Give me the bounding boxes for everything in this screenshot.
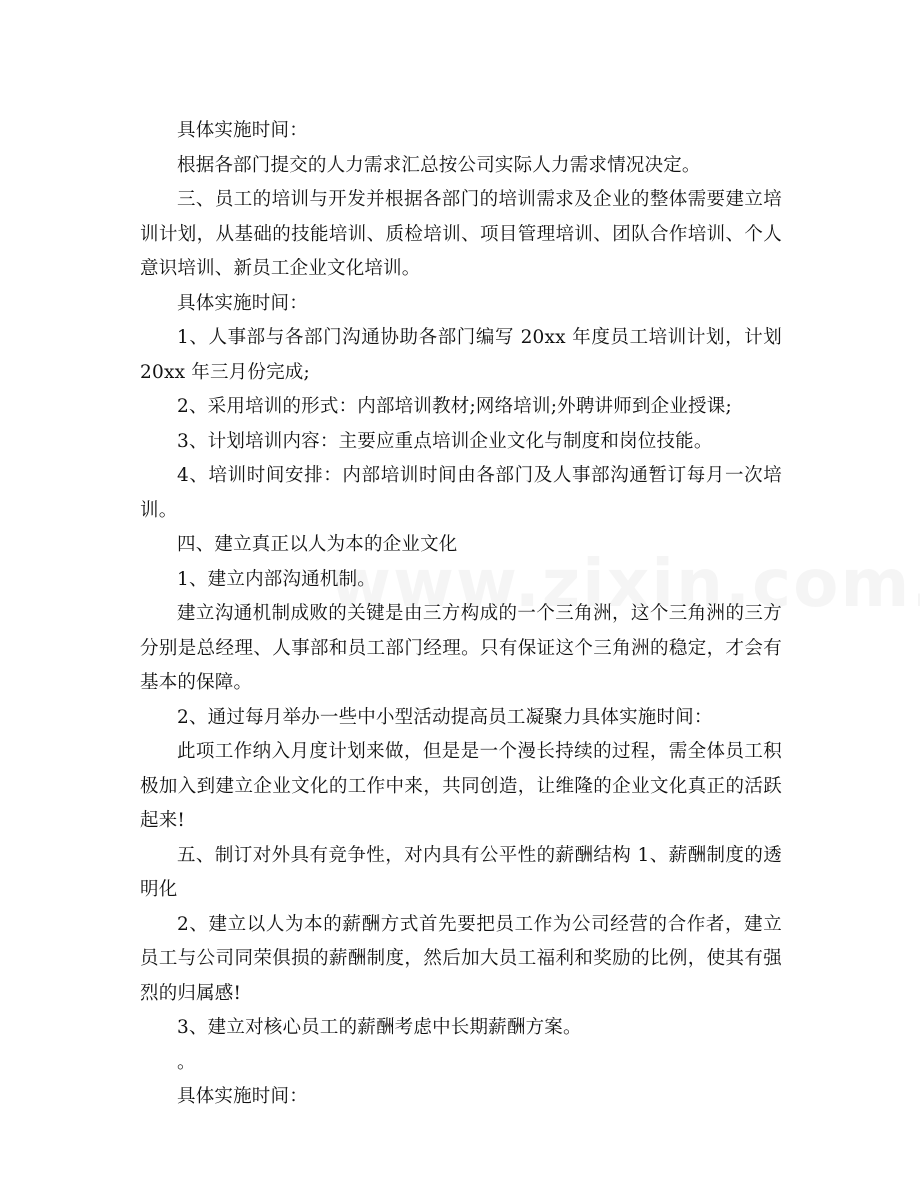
paragraph: 具体实施时间： (177, 120, 308, 141)
paragraph: 1、人事部与各部门沟通协助各部门编写 20xx 年度员工培训计划，计划 20xx 年三月份完成; (140, 327, 782, 383)
paragraph: 4、培训时间安排：内部培训时间由各部门及人事部沟通暂订每月一次培训。 (140, 465, 782, 521)
paragraph: 此项工作纳入月度计划来做，但是是一个漫长持续的过程，需全体员工积极加入到建立企业文化的工作中来，共同创造，让维隆的企业文化真正的活跃起来! (140, 741, 782, 831)
paragraph: 具体实施时间： (177, 1086, 308, 1107)
paragraph: 根据各部门提交的人力需求汇总按公司实际人力需求情况决定。 (177, 154, 701, 176)
paragraph: 1、建立内部沟通机制。 (177, 568, 376, 590)
paragraph: 建立沟通机制成败的关键是由三方构成的一个三角洲，这个三角洲的三方分别是总经理、人事部和员工部门经理。只有保证这个三角洲的稳定，才会有基本的保障。 (140, 603, 782, 693)
paragraph: 三、员工的培训与开发并根据各部门的培训需求及企业的整体需要建立培训计划，从基础的技能培训、质检培训、项目管理培训、团队合作培训、个人意识培训、新员工企业文化培训。 (140, 189, 782, 279)
paragraph: 。 (177, 1051, 196, 1073)
paragraph: 3、建立对核心员工的薪酬考虑中长期薪酬方案。 (177, 1017, 582, 1038)
paragraph: 2、采用培训的形式：内部培训教材;网络培训;外聘讲师到企业授课; (177, 396, 732, 417)
section-heading: 五、制订对外具有竞争性，对内具有公平性的薪酬结构 1、薪酬制度的透明化 (140, 844, 782, 900)
paragraph: 3、计划培训内容：主要应重点培训企业文化与制度和岗位技能。 (177, 430, 713, 452)
paragraph: 2、通过每月举办一些中小型活动提高员工凝聚力具体实施时间： (177, 706, 713, 728)
section-heading: 四、建立真正以人为本的企业文化 (177, 534, 458, 555)
document-body (140, 114, 782, 1115)
paragraph: 2、建立以人为本的薪酬方式首先要把员工作为公司经营的合作者，建立员工与公司同荣俱损的薪酬制度，然后加大员工福利和奖励的比例，使其有强烈的归属感! (140, 913, 782, 1004)
paragraph: 具体实施时间： (177, 292, 308, 314)
